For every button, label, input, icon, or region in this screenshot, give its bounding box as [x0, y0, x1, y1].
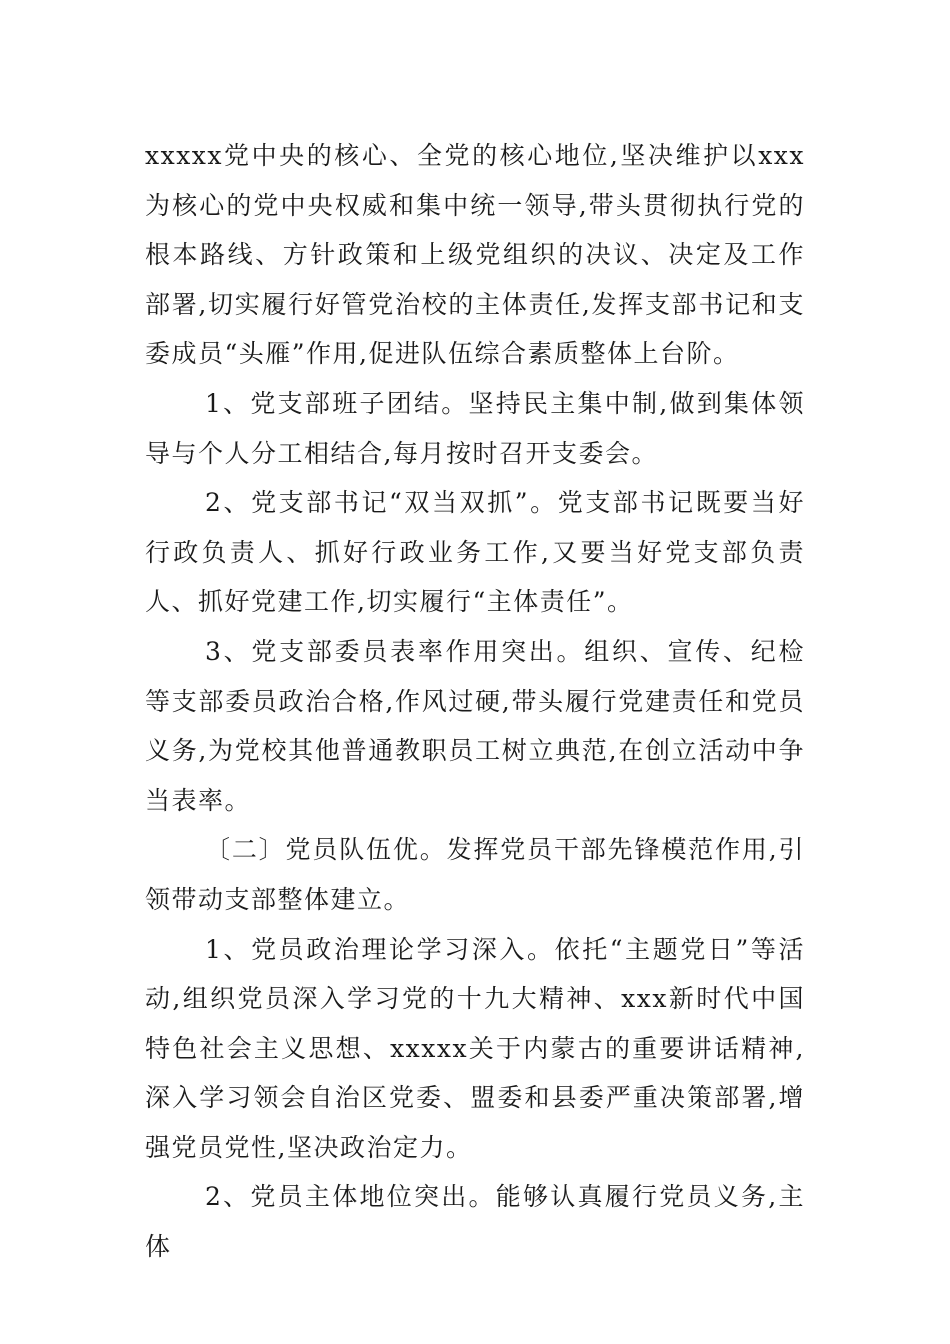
paragraph-6: 1、党员政治理论学习深入。依托“主题党日”等活动,组织党员深入学习党的十九大精神、xxx新时代中国特色社会主义思想、xxxxx关于内蒙古的重要讲话精神,深入学习领会自治区党委、盟委和县委严重决策部署,增强党员党性,坚决政治定力。 [145, 934, 805, 1162]
paragraph-5: 〔二〕党员队伍优。发挥党员干部先锋模范作用,引领带动支部整体建立。 [145, 835, 805, 914]
paragraph-3: 2、党支部书记“双当双抓”。党支部书记既要当好行政负责人、抓好行政业务工作,又要当好党支部负责人、抓好党建工作,切实履行“主体责任”。 [145, 488, 805, 617]
paragraph-7: 2、党员主体地位突出。能够认真履行党员义务,主体 [145, 1182, 805, 1262]
document-body [145, 131, 805, 1272]
paragraph-1: xxxxx党中央的核心、全党的核心地位,坚决维护以xxx为核心的党中央权威和集中统一领导,带头贯彻执行党的根本路线、方针政策和上级党组织的决议、决定及工作部署,切实履行好管党治校的主体责任,发挥支部书记和支委成员“头雁”作用,促进队伍综合素质整体上台阶。 [145, 141, 805, 369]
paragraph-4: 3、党支部委员表率作用突出。组织、宣传、纪检等支部委员政治合格,作风过硬,带头履行党建责任和党员义务,为党校其他普通教职员工树立典范,在创立活动中争当表率。 [145, 636, 805, 815]
paragraph-2: 1、党支部班子团结。坚持民主集中制,做到集体领导与个人分工相结合,每月按时召开支委会。 [145, 388, 805, 468]
